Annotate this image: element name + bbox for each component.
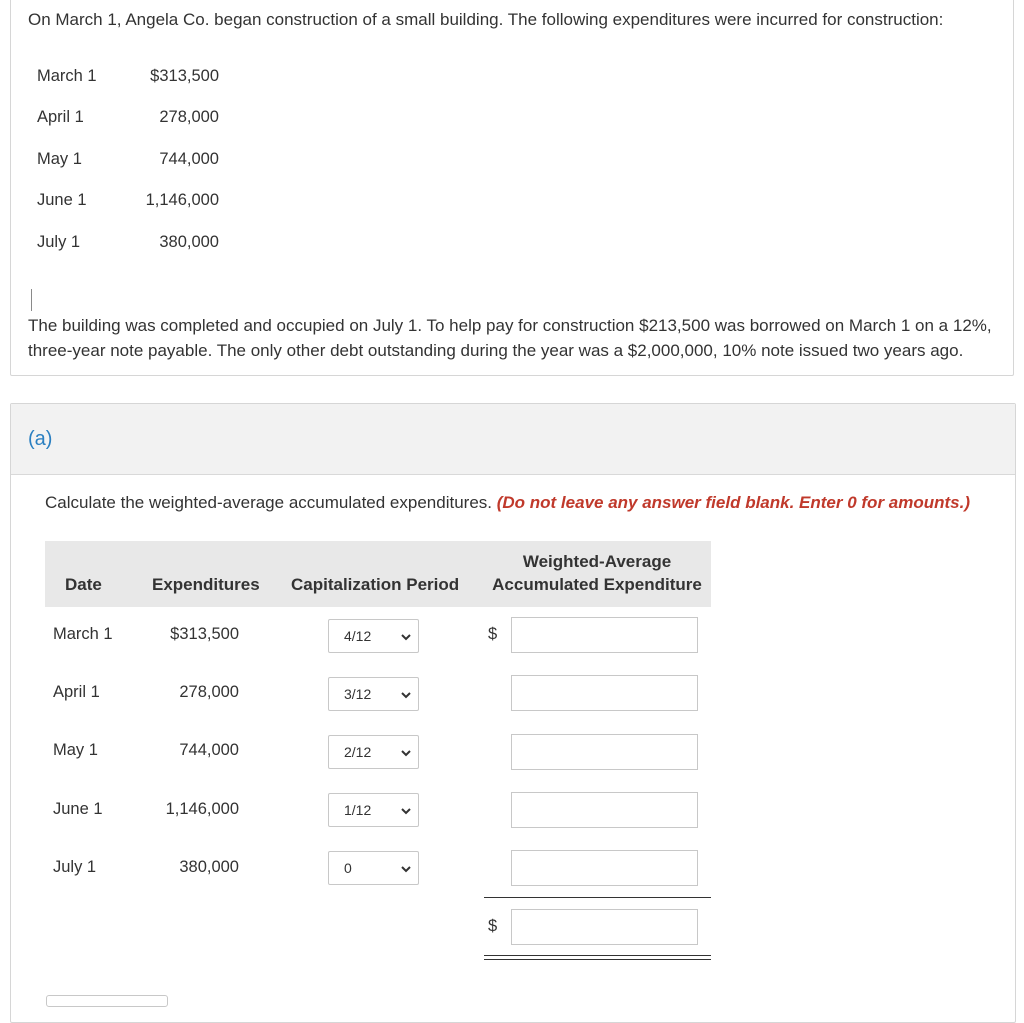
expenditure-date: July 1 <box>37 233 81 251</box>
row-date: June 1 <box>53 800 103 818</box>
select-value: 1/12 <box>344 802 372 818</box>
weighted-average-input[interactable] <box>511 675 698 711</box>
header-weighted-line1: Weighted-Average <box>522 552 672 571</box>
row-expenditure: 278,000 <box>179 683 239 701</box>
chevron-down-icon <box>401 632 411 642</box>
expenditure-amount: 278,000 <box>159 108 219 126</box>
table-header <box>45 541 711 607</box>
expenditure-date: May 1 <box>37 150 82 168</box>
row-date: July 1 <box>53 858 97 876</box>
total-double-rule-1 <box>484 955 711 956</box>
capitalization-period-select[interactable] <box>328 735 419 769</box>
currency-symbol: $ <box>488 625 498 643</box>
chevron-down-icon <box>401 748 411 758</box>
expenditure-amount: 1,146,000 <box>145 191 219 209</box>
header-weighted-line2: Accumulated Expenditure <box>492 575 702 594</box>
select-value: 3/12 <box>344 686 372 702</box>
capitalization-period-select[interactable] <box>328 851 419 885</box>
row-expenditure: 1,146,000 <box>165 800 239 818</box>
header-capitalization-period: Capitalization Period <box>291 575 460 594</box>
currency-symbol: $ <box>488 917 498 935</box>
weighted-average-input[interactable] <box>511 734 698 770</box>
expenditure-amount: 744,000 <box>159 150 219 168</box>
row-date: March 1 <box>53 625 113 643</box>
select-value: 2/12 <box>344 744 372 760</box>
expenditure-date: June 1 <box>37 191 87 209</box>
weighted-average-input[interactable] <box>511 850 698 886</box>
expenditure-date: April 1 <box>37 108 84 126</box>
chevron-down-icon <box>401 864 411 874</box>
header-date: Date <box>65 575 102 594</box>
capitalization-period-select[interactable] <box>328 619 419 653</box>
row-expenditure: $313,500 <box>170 625 239 643</box>
expenditure-amount: 380,000 <box>159 233 219 251</box>
capitalization-period-select[interactable] <box>328 677 419 711</box>
problem-intro: On March 1, Angela Co. began construction of a small building. The following expenditures were incurred for construction: <box>28 10 944 29</box>
instruction-note: (Do not leave any answer field blank. Enter 0 for amounts.) <box>496 493 971 512</box>
chevron-down-icon <box>401 806 411 816</box>
text-cursor <box>31 289 32 311</box>
weighted-average-input[interactable] <box>511 617 698 653</box>
part-label: (a) <box>28 428 53 450</box>
problem-paragraph: The building was completed and occupied on July 1. To help pay for construction $213,500 was borrowed on March 1 on a 12%, three-year note payable. The only other debt outstanding during the year was a $2,000,000, 10% note issued two years ago. <box>28 316 992 360</box>
row-expenditure: 380,000 <box>179 858 239 876</box>
instruction <box>45 493 970 513</box>
header-expenditures: Expenditures <box>152 575 260 594</box>
capitalization-period-select[interactable] <box>328 793 419 827</box>
part-a-header <box>11 404 1015 475</box>
chevron-down-icon <box>401 690 411 700</box>
expenditure-date: March 1 <box>37 67 97 85</box>
row-expenditure: 744,000 <box>179 741 239 759</box>
select-value: 4/12 <box>344 628 372 644</box>
total-weighted-average-input[interactable] <box>511 909 698 945</box>
total-double-rule-2 <box>484 959 711 960</box>
instruction-text: Calculate the weighted-average accumulated expenditures. <box>45 493 492 512</box>
select-value: 0 <box>344 860 352 876</box>
partial-button[interactable] <box>46 995 168 1007</box>
expenditure-amount: $313,500 <box>150 67 219 85</box>
row-date: April 1 <box>53 683 100 701</box>
weighted-average-input[interactable] <box>511 792 698 828</box>
total-rule-top <box>484 897 711 898</box>
row-date: May 1 <box>53 741 98 759</box>
